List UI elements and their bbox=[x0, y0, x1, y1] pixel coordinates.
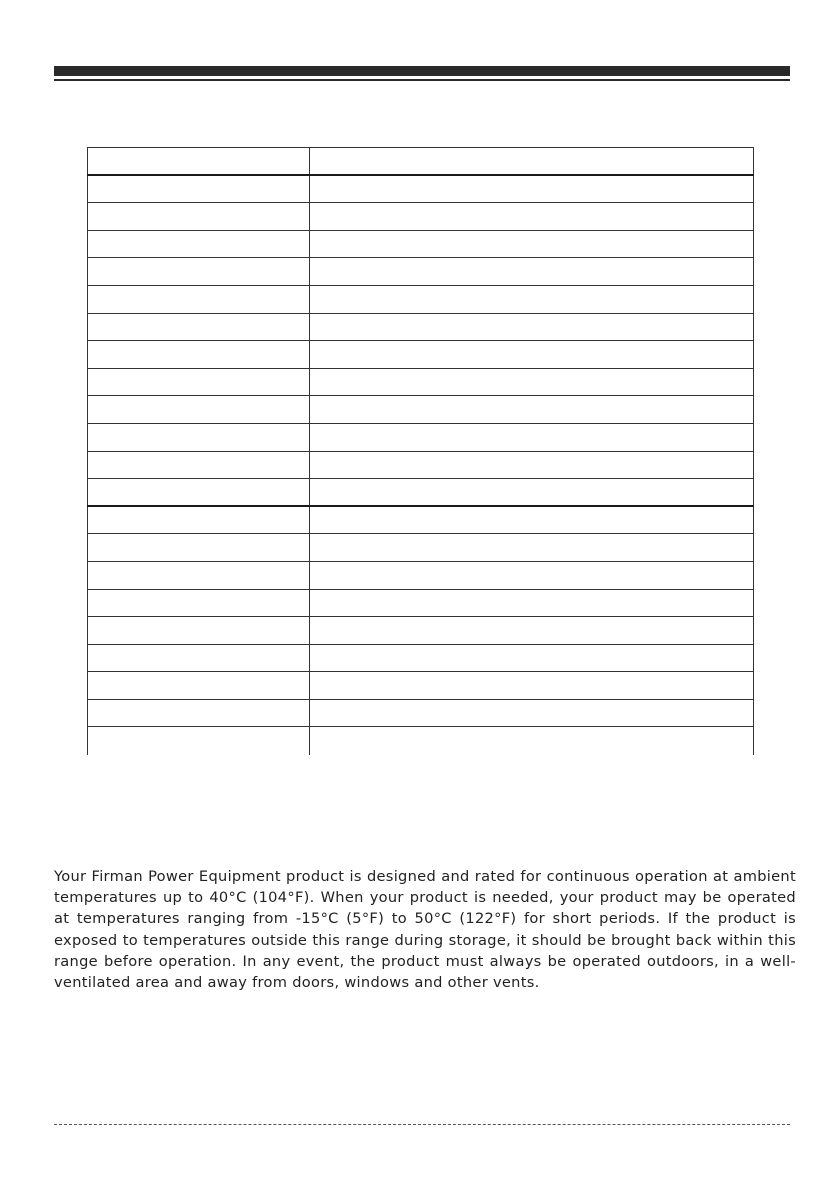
spec-value-cell bbox=[310, 368, 754, 396]
spec-value-cell bbox=[310, 727, 754, 755]
spec-value-cell bbox=[310, 506, 754, 534]
spec-label-cell bbox=[88, 561, 310, 589]
spec-value-cell bbox=[310, 423, 754, 451]
table-row bbox=[88, 175, 754, 203]
spec-label-cell bbox=[88, 285, 310, 313]
table-row bbox=[88, 506, 754, 534]
spec-value-cell bbox=[310, 148, 754, 176]
spec-value-cell bbox=[310, 341, 754, 369]
table-row bbox=[88, 423, 754, 451]
spec-label-cell bbox=[88, 258, 310, 286]
spec-value-cell bbox=[310, 451, 754, 479]
operating-temperature-paragraph: Your Firman Power Equipment product is designed and rated for continuous operation at ambient temperatures up to 40°C (104°F). When your product is needed, your product may be operated at temperatures ranging from -15°C (5°F) to 50°C (122°F) for short periods. If the product is exposed to temperatures outside this range during storage, it should be brought back within this range before operation. In any event, the product must always be operated outdoors, in a well-ventilated area and away from doors, windows and other vents. bbox=[54, 868, 796, 992]
table-row bbox=[88, 148, 754, 176]
spec-label-cell bbox=[88, 396, 310, 424]
spec-label-cell bbox=[88, 451, 310, 479]
table-row bbox=[88, 561, 754, 589]
table-row bbox=[88, 451, 754, 479]
spec-label-cell bbox=[88, 672, 310, 700]
table-row bbox=[88, 396, 754, 424]
spec-value-cell bbox=[310, 617, 754, 645]
spec-value-cell bbox=[310, 561, 754, 589]
table-row bbox=[88, 341, 754, 369]
table-row bbox=[88, 672, 754, 700]
spec-label-cell bbox=[88, 479, 310, 507]
spec-value-cell bbox=[310, 699, 754, 727]
table-row bbox=[88, 285, 754, 313]
spec-value-cell bbox=[310, 203, 754, 231]
spec-value-cell bbox=[310, 313, 754, 341]
table-row bbox=[88, 313, 754, 341]
table-row bbox=[88, 368, 754, 396]
spec-label-cell bbox=[88, 341, 310, 369]
spec-label-cell bbox=[88, 534, 310, 562]
spec-label-cell bbox=[88, 506, 310, 534]
table-row bbox=[88, 644, 754, 672]
spec-label-cell bbox=[88, 148, 310, 176]
spec-label-cell bbox=[88, 313, 310, 341]
spec-label-cell bbox=[88, 230, 310, 258]
spec-value-cell bbox=[310, 534, 754, 562]
table-row bbox=[88, 589, 754, 617]
table-row bbox=[88, 617, 754, 645]
spec-label-cell bbox=[88, 699, 310, 727]
spec-label-cell bbox=[88, 727, 310, 755]
table-row bbox=[88, 479, 754, 507]
spec-label-cell bbox=[88, 617, 310, 645]
specifications-table bbox=[87, 147, 754, 755]
spec-label-cell bbox=[88, 175, 310, 203]
table-row bbox=[88, 727, 754, 755]
spec-label-cell bbox=[88, 368, 310, 396]
table-row bbox=[88, 534, 754, 562]
spec-value-cell bbox=[310, 230, 754, 258]
table-row bbox=[88, 203, 754, 231]
spec-value-cell bbox=[310, 258, 754, 286]
spec-value-cell bbox=[310, 644, 754, 672]
spec-label-cell bbox=[88, 589, 310, 617]
header-rule bbox=[54, 79, 790, 81]
spec-label-cell bbox=[88, 644, 310, 672]
spec-label-cell bbox=[88, 203, 310, 231]
spec-value-cell bbox=[310, 479, 754, 507]
table-row bbox=[88, 699, 754, 727]
spec-value-cell bbox=[310, 589, 754, 617]
spec-value-cell bbox=[310, 175, 754, 203]
spec-value-cell bbox=[310, 672, 754, 700]
table-row bbox=[88, 258, 754, 286]
footer-dashed-rule bbox=[54, 1124, 790, 1125]
spec-value-cell bbox=[310, 396, 754, 424]
spec-value-cell bbox=[310, 285, 754, 313]
table-row bbox=[88, 230, 754, 258]
spec-label-cell bbox=[88, 423, 310, 451]
header-bar bbox=[54, 66, 790, 76]
